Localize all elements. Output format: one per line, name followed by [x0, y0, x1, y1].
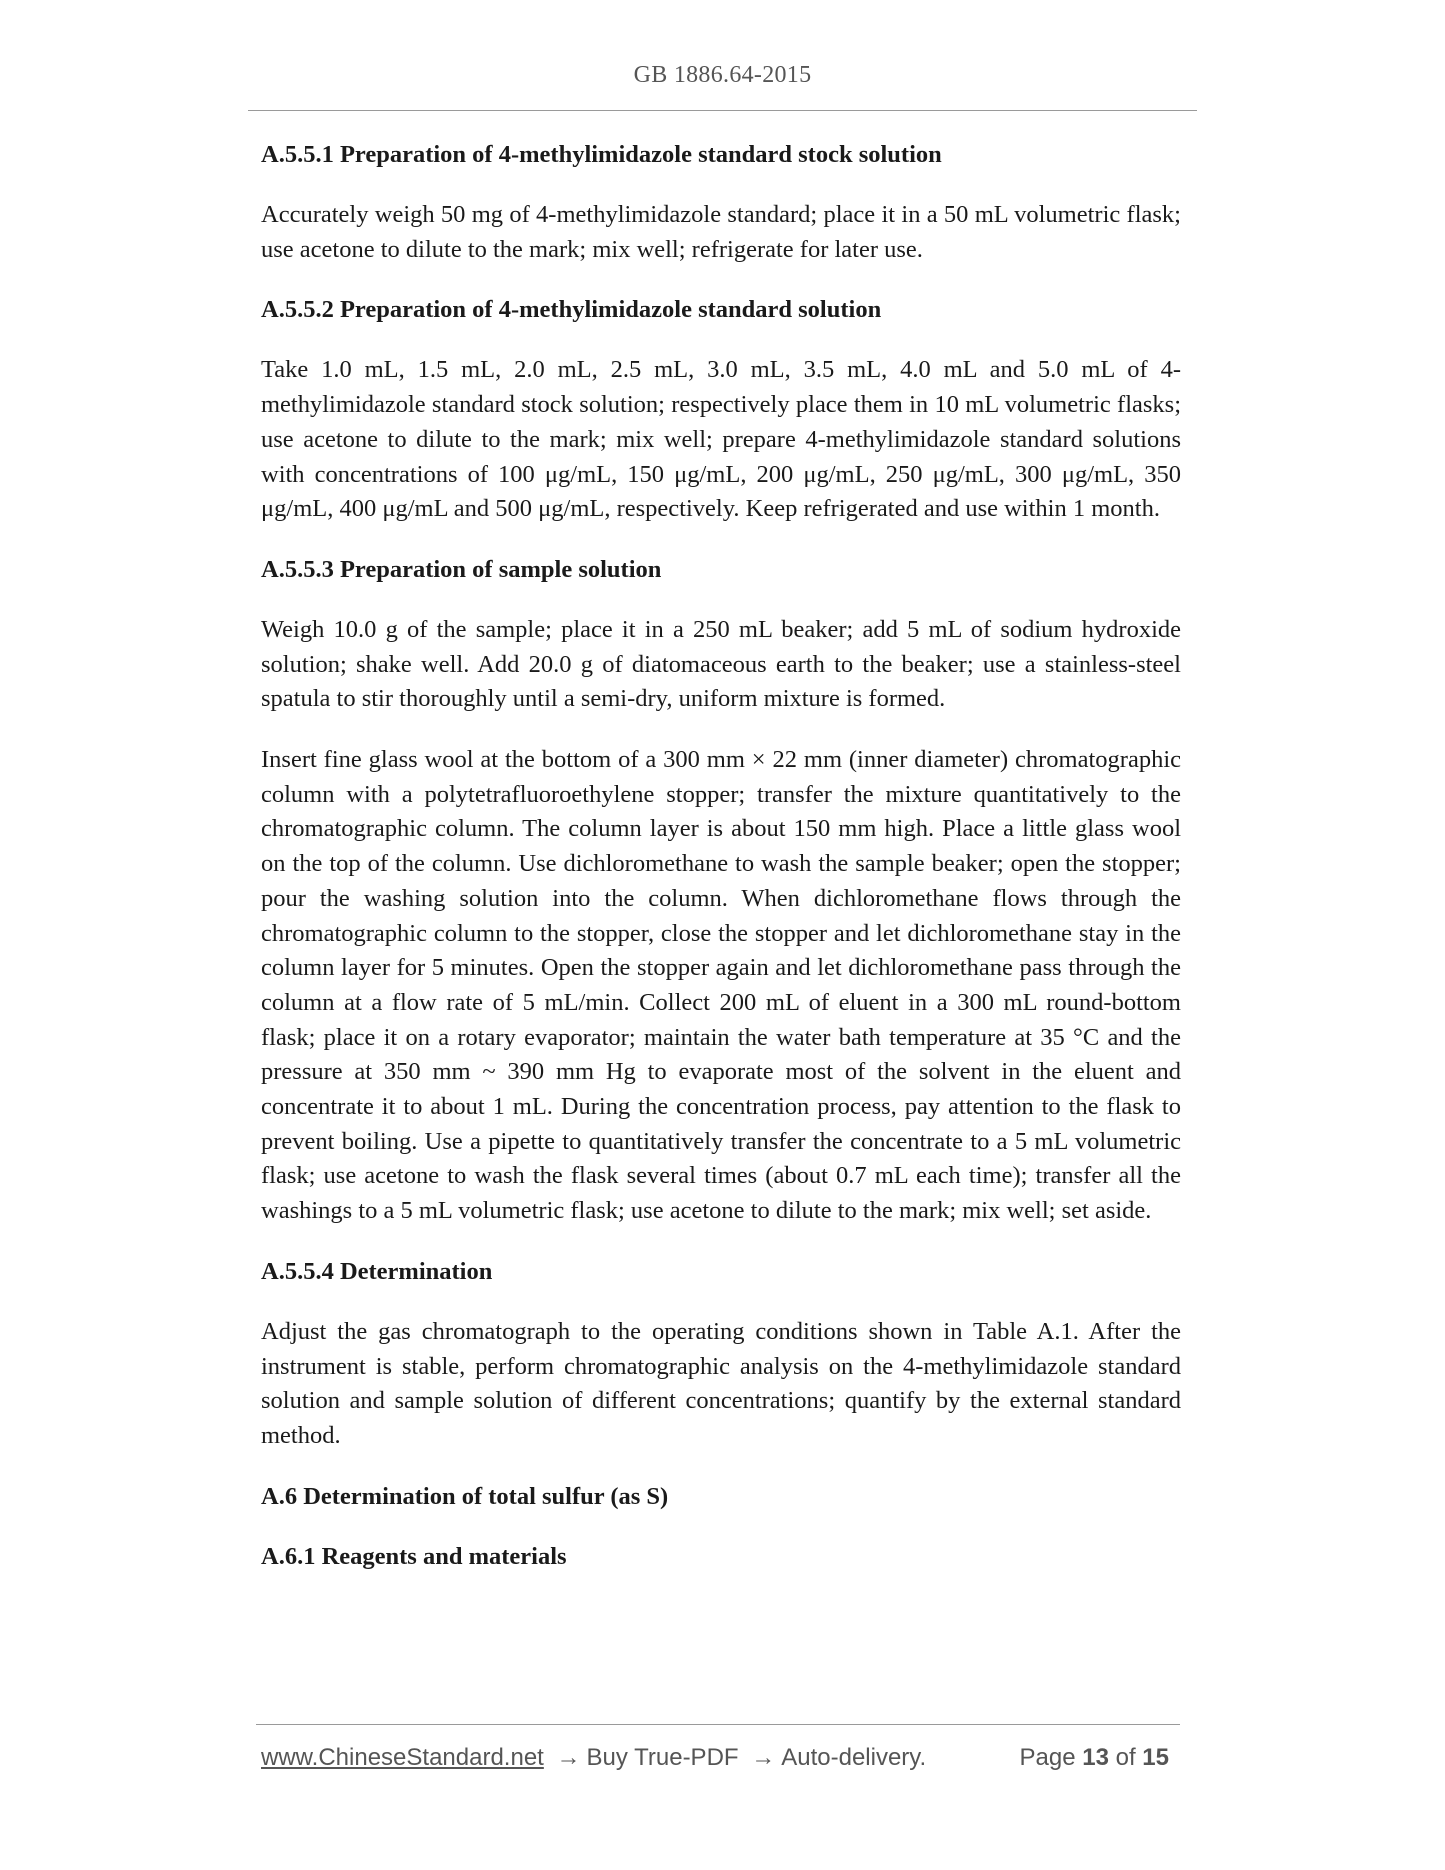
- section-heading-a553: A.5.5.3 Preparation of sample solution: [261, 555, 662, 583]
- paragraph: Adjust the gas chromatograph to the operating conditions shown in Table A.1. After the instrument is stable, perform chromatographic analysis on the 4-methylimidazole standard solution and sample solution of different concentrations; quantify by the external standard method.: [261, 1317, 1181, 1449]
- page-number: 13: [1082, 1744, 1109, 1771]
- paragraph: Take 1.0 mL, 1.5 mL, 2.0 mL, 2.5 mL, 3.0 mL, 3.5 mL, 4.0 mL and 5.0 mL of 4-methylimidazole standard stock solution; respectively place them in 10 mL volumetric flasks; use acetone to dilute to the mark; mix well; prepare 4-methylimidazole standard solutions with concentrations of 100 μg/mL, 150 μg/mL, 200 μg/mL, 250 μg/mL, 300 μg/mL, 350 μg/mL, 400 μg/mL and 500 μg/mL, respectively. Keep refrigerated and use within 1 month.: [261, 356, 1181, 523]
- header-divider: [248, 110, 1197, 111]
- arrow-right-icon: →: [556, 1744, 581, 1771]
- page-footer: [261, 1744, 1181, 1772]
- site-link[interactable]: www.ChineseStandard.net: [261, 1744, 544, 1771]
- section-heading-a554: A.5.5.4 Determination: [261, 1257, 493, 1285]
- page-total: 15: [1142, 1744, 1169, 1771]
- document-body: [261, 138, 1181, 1600]
- page-word: Page: [1019, 1744, 1076, 1771]
- paragraph: Weigh 10.0 g of the sample; place it in a 250 mL beaker; add 5 mL of sodium hydroxide solution; shake well. Add 20.0 g of diatomaceous earth to the beaker; use a stainless-steel spatula to stir thoroughly until a semi-dry, uniform mixture is formed.: [261, 615, 1181, 713]
- footer-divider: [256, 1724, 1180, 1725]
- of-word: of: [1115, 1744, 1136, 1771]
- section-heading-a6: A.6 Determination of total sulfur (as S): [261, 1482, 669, 1510]
- arrow-right-icon: →: [751, 1744, 776, 1771]
- section-heading-a551: A.5.5.1 Preparation of 4-methylimidazole standard stock solution: [261, 141, 942, 168]
- buy-pdf-link[interactable]: Buy True-PDF: [586, 1744, 739, 1771]
- paragraph: Insert fine glass wool at the bottom of a 300 mm × 22 mm (inner diameter) chromatographic column with a polytetrafluoroethylene stopper; transfer the mixture quantitatively to the chromatographic column. The column layer is about 150 mm high. Place a little glass wool on the top of the column. Use dichloromethane to wash the sample beaker; open the stopper; pour the washing solution into the column. When dichloromethane flows through the chromatographic column to the stopper, close the stopper and let dichloromethane stay in the column layer for 5 minutes. Open the stopper again and let dichloromethane pass through the column at a flow rate of 5 mL/min. Collect 200 mL of eluent in a 300 mL round-bottom flask; place it on a rotary evaporator; maintain the water bath temperature at 35 °C and the pressure at 350 mm ~ 390 mm Hg to evaporate most of the solvent in the eluent and concentrate it to about 1 mL. During the concentration process, pay attention to the flask to prevent boiling. Use a pipette to quantitatively transfer the concentrate to a 5 mL volumetric flask; use acetone to wash the flask several times (about 0.7 mL each time); transfer all the washings to a 5 mL volumetric flask; use acetone to dilute to the mark; mix well; set aside.: [261, 746, 1181, 1225]
- section-heading-a552: A.5.5.2 Preparation of 4-methylimidazole standard solution: [261, 296, 882, 324]
- paragraph: Accurately weigh 50 mg of 4-methylimidazole standard; place it in a 50 mL volumetric flask; use acetone to dilute to the mark; mix well; refrigerate for later use.: [261, 201, 1181, 263]
- delivery-text: Auto-delivery.: [781, 1744, 927, 1771]
- page-indicator: [1020, 1744, 1170, 1772]
- section-heading-a61: A.6.1 Reagents and materials: [261, 1542, 567, 1570]
- document-id-header: GB 1886.64-2015: [633, 62, 812, 88]
